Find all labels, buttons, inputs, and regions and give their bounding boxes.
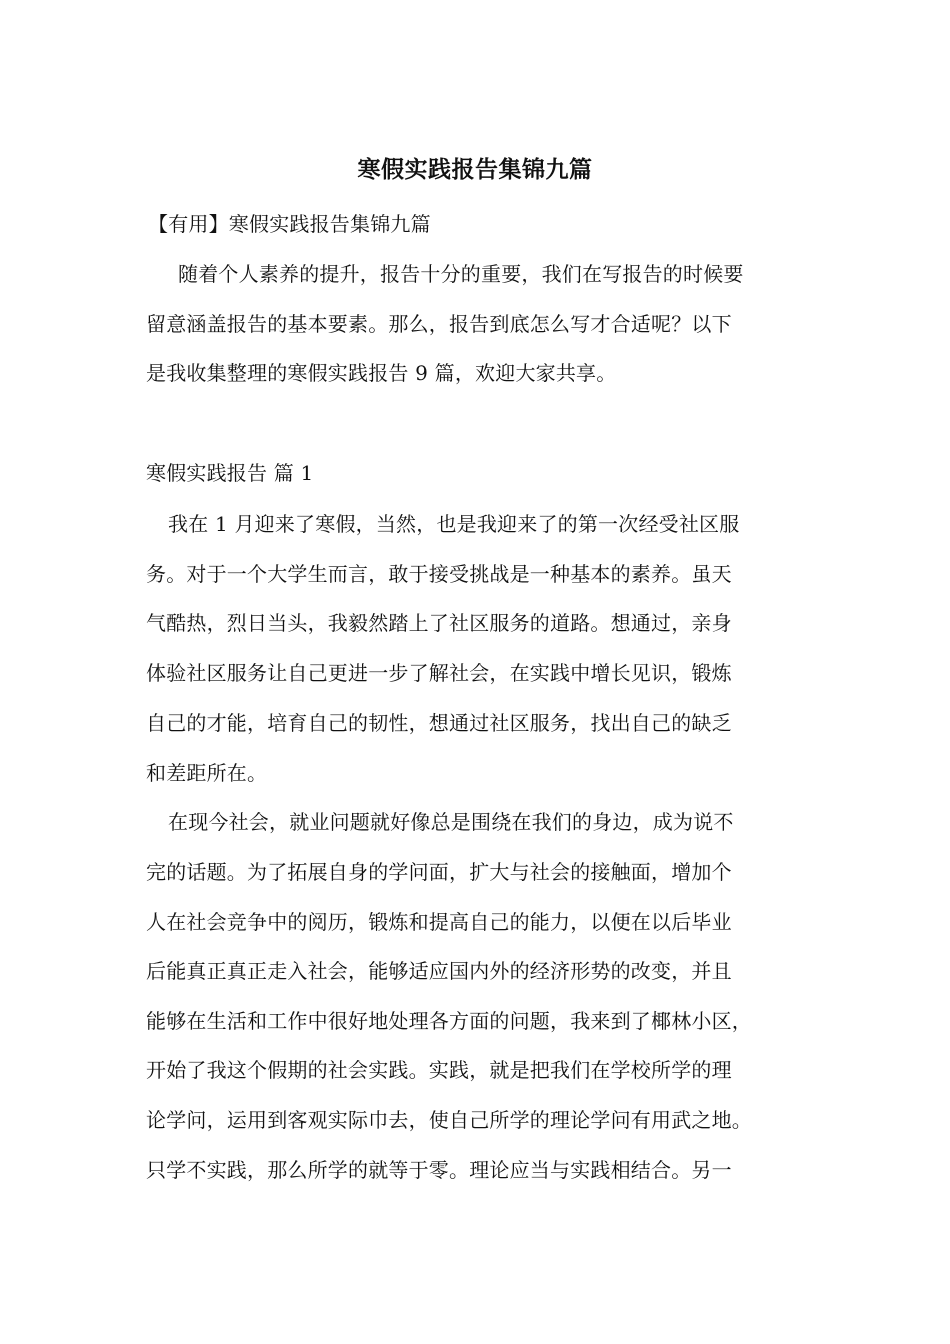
paragraph-line: 人在社会竞争中的阅历，锻炼和提高自己的能力，以便在以后毕业 bbox=[146, 910, 732, 934]
paragraph-line: 气酷热，烈日当头，我毅然踏上了社区服务的道路。想通过，亲身 bbox=[146, 611, 732, 635]
paragraph-line: 能够在生活和工作中很好地处理各方面的问题，我来到了椰林小区， bbox=[146, 1009, 752, 1033]
paragraph-line: 务。对于一个大学生而言，敢于接受挑战是一种基本的素养。虽天 bbox=[146, 562, 732, 586]
paragraph-line: 开始了我这个假期的社会实践。实践，就是把我们在学校所学的理 bbox=[146, 1058, 732, 1082]
paragraph-line: 体验社区服务让自己更进一步了解社会，在实践中增长见识，锻炼 bbox=[146, 661, 732, 685]
paragraph-line: 后能真正真正走入社会，能够适应国内外的经济形势的改变，并且 bbox=[146, 959, 732, 983]
paragraph-line: 在现今社会，就业问题就好像总是围绕在我们的身边，成为说不 bbox=[168, 810, 734, 834]
paragraph-line: 只学不实践，那么所学的就等于零。理论应当与实践相结合。另一 bbox=[146, 1158, 732, 1182]
paragraph-line: 完的话题。为了拓展自身的学问面，扩大与社会的接触面，增加个 bbox=[146, 860, 732, 884]
paragraph-line: 和差距所在。 bbox=[146, 761, 268, 785]
intro-line: 随着个人素养的提升，报告十分的重要，我们在写报告的时候要 bbox=[178, 262, 744, 286]
paragraph-line: 自己的才能，培育自己的韧性，想通过社区服务，找出自己的缺乏 bbox=[146, 711, 732, 735]
document-title: 寒假实践报告集锦九篇 bbox=[357, 156, 593, 183]
intro-line: 留意涵盖报告的基本要素。那么，报告到底怎么写才合适呢？以下 bbox=[146, 312, 732, 336]
document-subtitle: 【有用】寒假实践报告集锦九篇 bbox=[148, 212, 431, 236]
intro-line: 是我收集整理的寒假实践报告 9 篇，欢迎大家共享。 bbox=[146, 361, 617, 385]
section-heading: 寒假实践报告 篇 1 bbox=[146, 461, 314, 485]
paragraph-line: 论学问，运用到客观实际巾去，使自己所学的理论学问有用武之地。 bbox=[146, 1108, 752, 1132]
paragraph-line: 我在 1 月迎来了寒假，当然，也是我迎来了的第一次经受社区服 bbox=[168, 512, 740, 536]
